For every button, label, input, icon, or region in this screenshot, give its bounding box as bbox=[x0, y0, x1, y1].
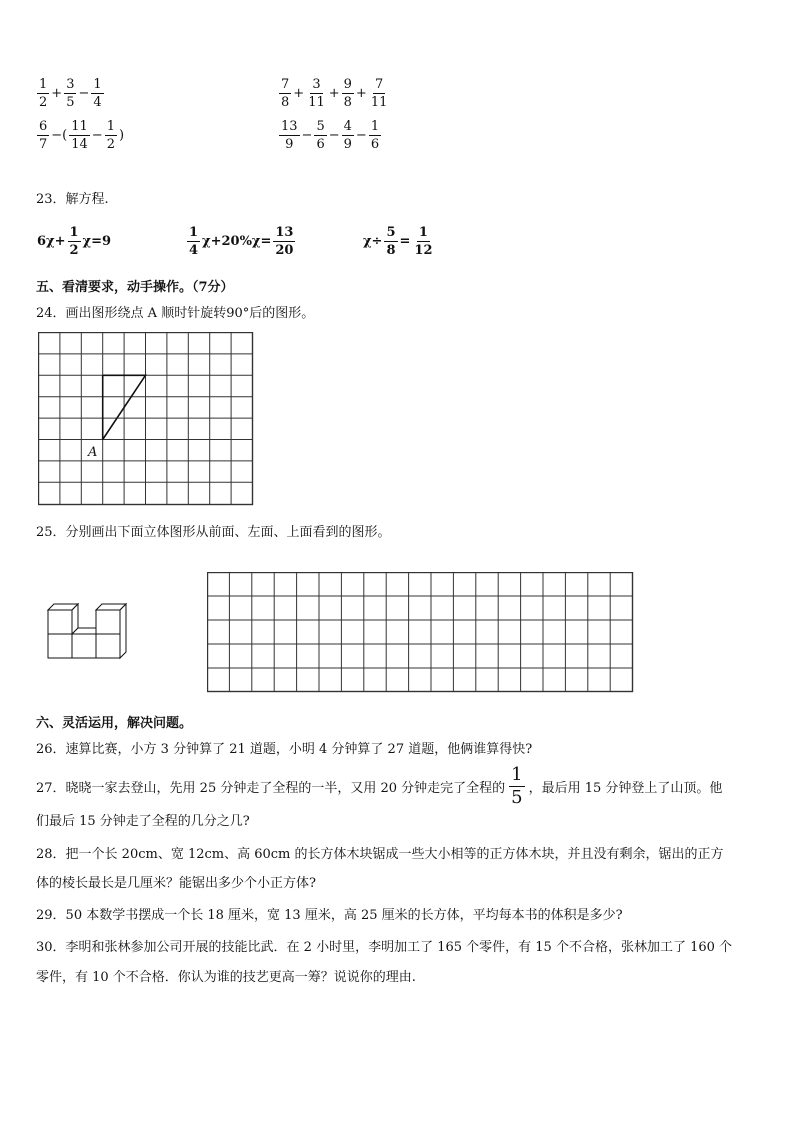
equation-3: χ÷ $\frac{5}{8}$ = $\frac{1}{12}$ bbox=[363, 225, 433, 258]
q25-title: 25．分别画出下面立体图形从前面、左面、上面看到的图形。 bbox=[36, 525, 391, 540]
q30-line2: 零件，有 10 个不合格．你认为谁的技艺更高一筹？说说你的理由. bbox=[36, 970, 416, 985]
q26-text: 26．速算比赛，小方 3 分钟算了 21 道题，小明 4 分钟算了 27 道题，他俩谁算得快? bbox=[36, 742, 533, 757]
q23-title: 23．解方程. bbox=[36, 192, 109, 207]
point-a-label: A bbox=[88, 445, 98, 460]
q30-line1: 30．李明和张林参加公司开展的技能比武．在 2 小时里，李明加工了 165 个零件，有 15 个不合格，张林加工了 160 个 bbox=[36, 940, 733, 955]
q28-line1: 28．把一个长 20cm、宽 12cm、高 60cm 的长方体木块锯成一些大小相等的正方体木块，并且没有剩余，锯出的正方 bbox=[36, 847, 724, 862]
q27-line2: 们最后 15 分钟走了全程的几分之几? bbox=[36, 814, 250, 829]
expression-1: $\frac{1}{2}$ + $\frac{3}{5}$ − $\frac{1}{4}$ bbox=[39, 77, 102, 110]
section-5-title: 五、看清要求，动手操作。（7分） bbox=[36, 280, 234, 295]
expression-4: $\frac{13}{9}$ − $\frac{5}{6}$ − $\frac{4}{9}$ − $\frac{1}{6}$ bbox=[281, 119, 380, 152]
equation-2: $\frac{1}{4}$ χ+20%χ= $\frac{13}{20}$ bbox=[189, 225, 294, 258]
section-6-title: 六、灵活运用，解决问题。 bbox=[36, 716, 193, 731]
expression-2: $\frac{7}{8}$ + $\frac{3}{11}$ + $\frac{9}{8}$ + $\frac{7}{11}$ bbox=[281, 77, 388, 110]
rotation-grid bbox=[38, 332, 254, 506]
q24-title: 24．画出图形绕点 A 顺时针旋转90°后的图形。 bbox=[36, 306, 315, 321]
q29-text: 29．50 本数学书摆成一个长 18 厘米，宽 13 厘米，高 25 厘米的长方体，平均每本书的体积是多少? bbox=[36, 908, 623, 923]
equation-1: 6χ+ $\frac{1}{2}$ χ=9 bbox=[37, 225, 112, 258]
expression-3: $\frac{6}{7}$ −( $\frac{11}{14}$ − $\frac{1}{2}$ ) bbox=[39, 119, 125, 152]
view-drawing-grid bbox=[207, 572, 634, 693]
cube-solid-figure bbox=[44, 594, 136, 662]
q28-line2: 体的棱长最长是几厘米？能锯出多少个小正方体? bbox=[36, 876, 316, 891]
q27-line1: 27．晓晓一家去登山，先用 25 分钟走了全程的一半，又用 20 分钟走完了全程的 $\frac{1}{5}$ ，最后用 15 分钟登上了山顶。他 bbox=[36, 764, 723, 808]
grid-lines bbox=[38, 332, 253, 505]
